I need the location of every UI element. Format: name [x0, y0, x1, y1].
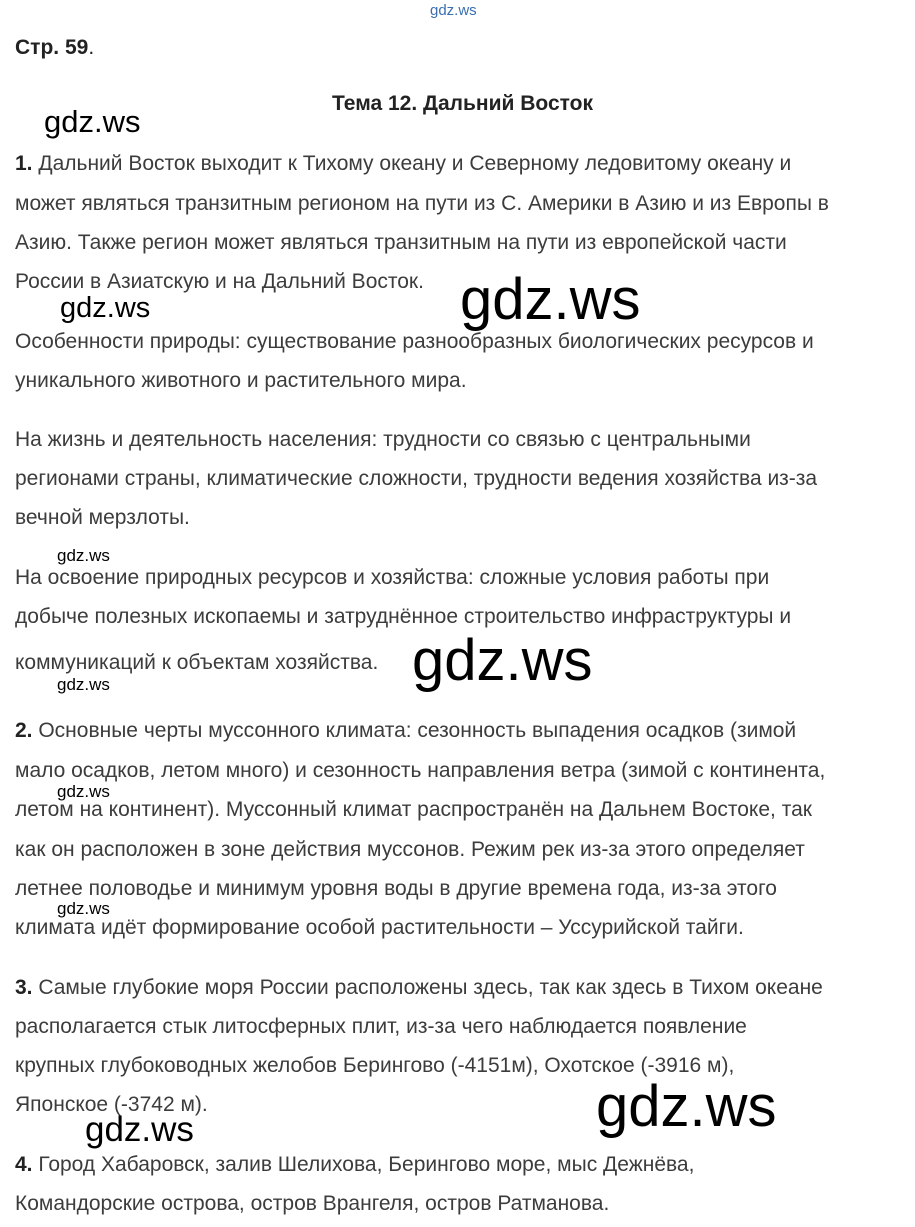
answer-4-text-1: Город Хабаровск, залив Шелихова, Берингово море, мыс Дежнёва, — [32, 1153, 695, 1176]
answer-1-number: 1. — [15, 152, 33, 175]
answer-1-line-4: России в Азиатскую и на Дальний Восток. — [15, 270, 424, 293]
watermark-3: gdz.ws — [460, 267, 641, 332]
answer-1-line-3: Азию. Также регион может являться транзитным на пути из европейской части — [15, 231, 787, 254]
watermark-8: gdz.ws — [57, 899, 110, 918]
answer-1-line-2: может являться транзитным регионом на пути из С. Америки в Азию и из Европы в — [15, 192, 829, 215]
answer-1-population-line-1: На жизнь и деятельность населения: трудности со связью с центральными — [15, 428, 751, 451]
page-reference-dot: . — [88, 36, 95, 59]
watermark-10: gdz.ws — [85, 1110, 194, 1149]
answer-2-line-1 — [15, 719, 796, 743]
answer-2-line-6: климата идёт формирование особой растительности – Уссурийской тайги. — [15, 916, 744, 939]
watermark-7: gdz.ws — [57, 782, 110, 801]
page-reference — [15, 36, 94, 60]
answer-1-text-1: Дальний Восток выходит к Тихому океану и Северному ледовитому океану и — [32, 152, 792, 175]
watermark-6: gdz.ws — [57, 675, 110, 694]
watermark-9: gdz.ws — [596, 1074, 777, 1139]
answer-1-nature-line-1: Особенности природы: существование разнообразных биологических ресурсов и — [15, 330, 814, 353]
watermark-4: gdz.ws — [57, 546, 110, 565]
answer-3-number: 3. — [15, 976, 33, 999]
answer-1-resources-line-3: коммуникаций к объектам хозяйства. — [15, 651, 379, 674]
answer-1-line-1 — [15, 152, 791, 176]
answer-3-line-1 — [15, 976, 823, 1000]
answer-1-resources-line-2: добыче полезных ископаемы и затруднённое строительство инфраструктуры и — [15, 605, 792, 628]
answer-3-line-4: Японское (-3742 м). — [15, 1093, 208, 1116]
answer-2-line-3: летом на континент). Муссонный климат распространён на Дальнем Востоке, так — [15, 798, 812, 821]
page-title: Тема 12. Дальний Восток — [332, 92, 593, 115]
answer-2-line-2: мало осадков, летом много) и сезонность направления ветра (зимой с континента, — [15, 759, 826, 782]
answer-2-line-5: летнее половодье и минимум уровня воды в другие времена года, из-за этого — [15, 877, 777, 900]
answer-2-text-1: Основные черты муссонного климата: сезонность выпадения осадков (зимой — [32, 719, 797, 742]
answer-2-number: 2. — [15, 719, 33, 742]
watermark-1: gdz.ws — [44, 104, 141, 139]
answer-4-line-1 — [15, 1153, 694, 1177]
watermark-2: gdz.ws — [60, 292, 151, 324]
watermark-top: gdz.ws — [430, 2, 477, 19]
answer-3-line-2: располагается стык литосферных плит, из-за чего наблюдается появление — [15, 1015, 747, 1038]
answer-1-nature-line-2: уникального животного и растительного мира. — [15, 369, 467, 392]
answer-1-population-line-2: регионами страны, климатические сложности, трудности ведения хозяйства из-за — [15, 467, 818, 490]
answer-1-resources-line-1: На освоение природных ресурсов и хозяйства: сложные условия работы при — [15, 566, 770, 589]
page-reference-text: Стр. 59 — [15, 36, 89, 59]
answer-1-population-line-3: вечной мерзлоты. — [15, 506, 190, 529]
answer-2-line-4: как он расположен в зоне действия муссонов. Режим рек из-за этого определяет — [15, 838, 805, 861]
answer-4-number: 4. — [15, 1153, 33, 1176]
answer-3-text-1: Самые глубокие моря России расположены здесь, так как здесь в Тихом океане — [32, 976, 823, 999]
watermark-5: gdz.ws — [412, 628, 593, 693]
answer-3-line-3: крупных глубоководных желобов Берингово (-4151м), Охотское (-3916 м), — [15, 1054, 735, 1077]
answer-4-line-2: Командорские острова, остров Врангеля, остров Ратманова. — [15, 1192, 610, 1215]
